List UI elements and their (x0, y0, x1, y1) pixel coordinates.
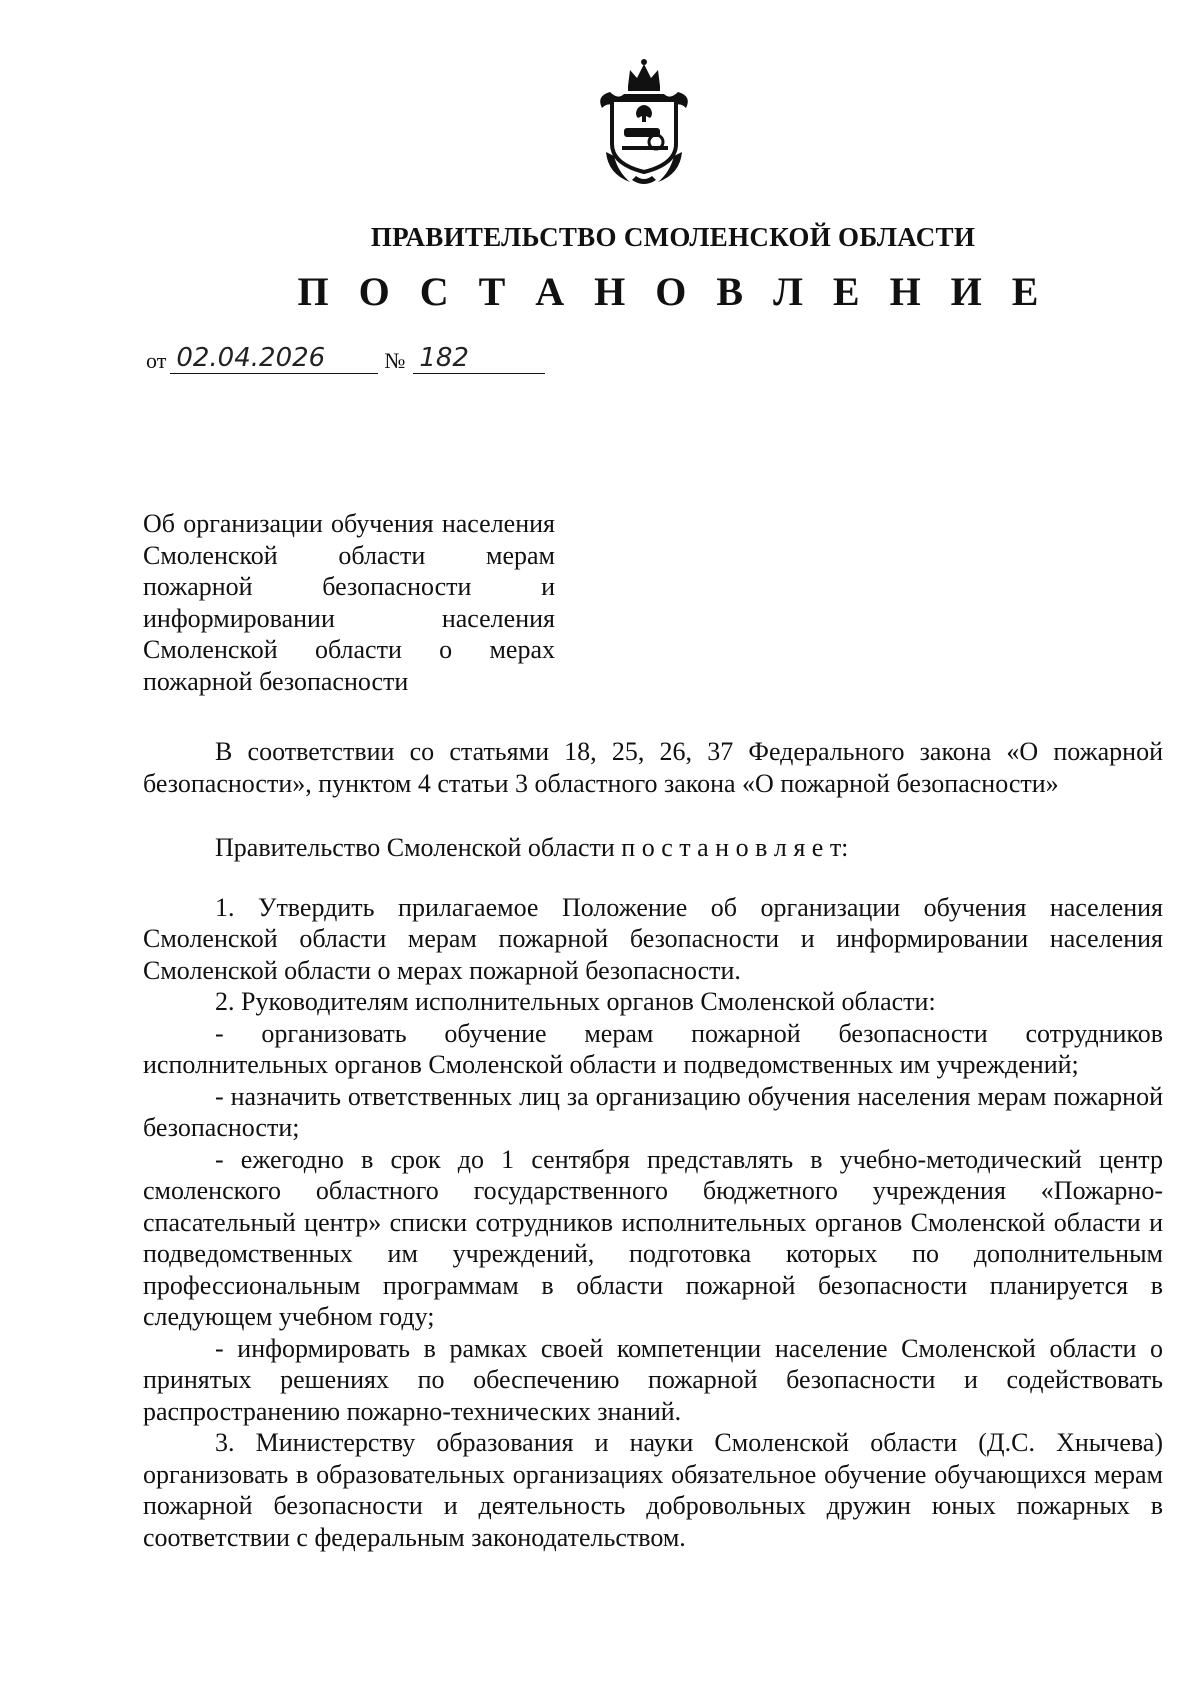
document-body (143, 736, 1163, 1553)
document-date: 02.04.2026 (170, 343, 378, 374)
item-2b-paragraph: - назначить ответственных лиц за организацию обучения населения мерам пожарной безопасности; (143, 1081, 1163, 1142)
government-name: ПРАВИТЕЛЬСТВО СМОЛЕНСКОЙ ОБЛАСТИ (370, 222, 976, 252)
item-1-paragraph: 1. Утвердить прилагаемое Положение об организации обучения населения Смоленской области мерам пожарной безопасности и информировании населения Смоленской области о мерах пожарной безопасности. (143, 892, 1163, 985)
date-label: от (146, 348, 167, 373)
number-label: № (384, 348, 406, 373)
document-type-title: П О С Т А Н О В Л Е Н И Е (297, 269, 1049, 314)
item-3-paragraph: 3. Министерству образования и науки Смоленской области (Д.С. Хнычева) организовать в образовательных организациях обязательное обучение обучающихся мерам пожарной безопасности и деятельность добровольных дружин юных пожарных в соответствии с федеральным законодательством. (143, 1428, 1163, 1552)
registration-line (146, 340, 545, 374)
smolensk-coat-of-arms-icon (588, 56, 700, 188)
item-2-paragraph: 2. Руководителям исполнительных органов Смоленской области: (215, 987, 936, 1016)
document-subject: Об организации обучения населения Смоленской области мерам пожарной безопасности и информировании населения Смоленской области о мерах пожарной безопасности (143, 509, 555, 696)
document-number: 182 (413, 343, 545, 374)
item-2d-paragraph: - информировать в рамках своей компетенции население Смоленской области о принятых решениях по обеспечению пожарной безопасности и содействовать распространению пожарно-технических знаний. (143, 1333, 1163, 1426)
item-2c-paragraph: - ежегодно в срок до 1 сентября представлять в учебно-методический центр смоленского областного государственного бюджетного учреждения «Пожарно-спасательный центр» списки сотрудников исполнительных органов Смоленской области и подведомственных им учреждений, подготовка которых по дополнительным профессиональным программам в области пожарной безопасности планируется в следующем учебном году; (143, 1144, 1163, 1331)
resolves-paragraph: Правительство Смоленской области п о с т а н о в л я е т: (215, 833, 849, 862)
preamble-paragraph: В соответствии со статьями 18, 25, 26, 37 Федерального закона «О пожарной безопасности», пунктом 4 статьи 3 областного закона «О пожарной безопасности» (143, 737, 1163, 798)
item-2a-paragraph: - организовать обучение мерам пожарной безопасности сотрудников исполнительных органов Смоленской области и подведомственных им учреждений; (143, 1018, 1163, 1079)
